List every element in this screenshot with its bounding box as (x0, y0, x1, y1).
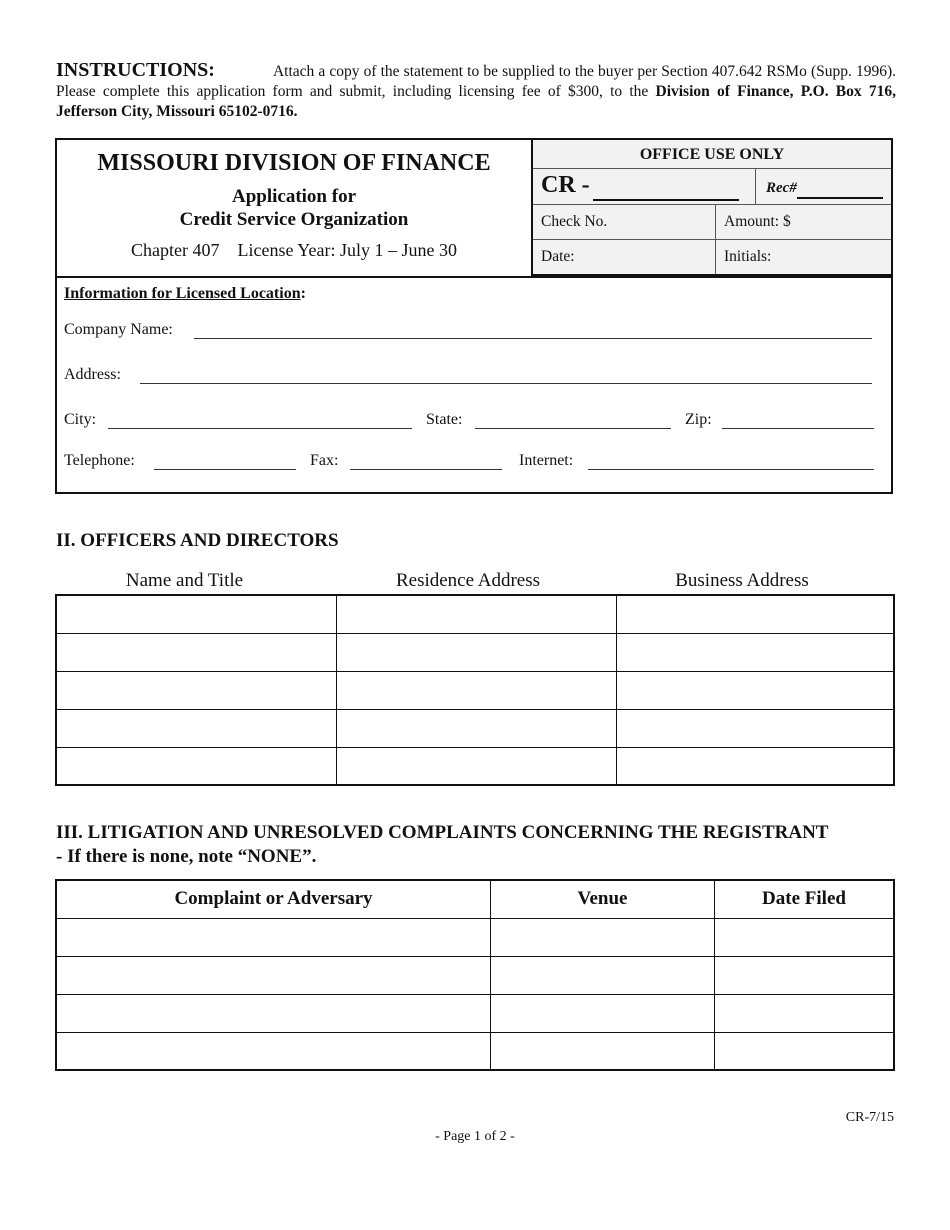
application-subtitle: Application for (231, 186, 357, 207)
officer-residence-cell[interactable] (337, 709, 617, 747)
city-input[interactable] (108, 428, 412, 429)
form-code: CR-7/15 (845, 1110, 894, 1125)
office-use-title: OFFICE USE ONLY (533, 140, 891, 169)
venue-cell[interactable] (491, 994, 715, 1032)
internet-label: Internet: (519, 452, 574, 469)
complaint-cell[interactable] (56, 956, 491, 994)
address-label: Address: (64, 366, 121, 383)
officers-col-business: Business Address (675, 570, 809, 591)
amount-field[interactable]: Amount: $ (715, 205, 891, 239)
officer-business-cell[interactable] (617, 595, 895, 633)
office-use-only-box (531, 140, 891, 276)
fax-label: Fax: (310, 452, 339, 469)
officers-heading: II. OFFICERS AND DIRECTORS (56, 530, 339, 551)
officer-residence-cell[interactable] (337, 747, 617, 785)
state-input[interactable] (475, 428, 671, 429)
table-row (56, 918, 894, 956)
telephone-input[interactable] (154, 469, 296, 470)
office-check-row (533, 205, 891, 240)
table-header-row (56, 880, 894, 918)
city-label: City: (64, 411, 97, 428)
venue-cell[interactable] (491, 918, 715, 956)
zip-label: Zip: (685, 411, 712, 428)
officers-col-residence: Residence Address (395, 570, 541, 591)
litigation-subheading: - If there is none, note “NONE”. (56, 846, 317, 867)
officer-residence-cell[interactable] (337, 633, 617, 671)
telephone-label: Telephone: (64, 452, 135, 469)
rec-number-field[interactable] (797, 197, 883, 199)
officers-table (55, 594, 895, 786)
litigation-col-complaint: Complaint or Adversary (56, 880, 491, 918)
application-header-box (55, 138, 893, 494)
instructions-address: Division of Finance, P.O. Box 716, Jefferson City, Missouri 65102-0716. (56, 83, 896, 120)
company-name-label: Company Name: (64, 321, 173, 338)
officer-name-cell[interactable] (56, 595, 337, 633)
location-title-colon: : (300, 285, 306, 302)
officer-name-cell[interactable] (56, 671, 337, 709)
cr-number-field[interactable] (593, 199, 739, 201)
initials-field[interactable]: Initials: (715, 240, 891, 274)
page-number: - Page 1 of 2 - (435, 1129, 515, 1144)
litigation-heading: III. LITIGATION AND UNRESOLVED COMPLAINTS CONCERNING THE REGISTRANT (56, 822, 829, 843)
check-no-field[interactable]: Check No. (541, 213, 608, 230)
instructions-paragraph (56, 60, 896, 122)
header-title-block (57, 140, 531, 276)
officer-residence-cell[interactable] (337, 671, 617, 709)
table-row (56, 633, 894, 671)
complaint-cell[interactable] (56, 1032, 491, 1070)
officer-name-cell[interactable] (56, 747, 337, 785)
office-date-row (533, 240, 891, 274)
office-cr-row (533, 169, 891, 205)
officer-residence-cell[interactable] (337, 595, 617, 633)
complaint-cell[interactable] (56, 994, 491, 1032)
section-divider (57, 276, 891, 278)
address-input[interactable] (140, 383, 872, 384)
internet-input[interactable] (588, 469, 874, 470)
state-label: State: (426, 411, 463, 428)
application-type: Credit Service Organization (179, 209, 409, 230)
cr-label: CR - (541, 172, 590, 198)
table-row (56, 994, 894, 1032)
rec-label: Rec# (755, 169, 894, 204)
date-field[interactable]: Date: (541, 248, 575, 265)
venue-cell[interactable] (491, 1032, 715, 1070)
table-row (56, 595, 894, 633)
officer-business-cell[interactable] (617, 747, 895, 785)
officer-business-cell[interactable] (617, 633, 895, 671)
table-row (56, 956, 894, 994)
date-filed-cell[interactable] (715, 918, 895, 956)
officer-business-cell[interactable] (617, 709, 895, 747)
date-filed-cell[interactable] (715, 994, 895, 1032)
fax-input[interactable] (350, 469, 502, 470)
chapter-license-year: Chapter 407 License Year: July 1 – June 30 (131, 240, 457, 260)
litigation-table (55, 879, 895, 1071)
location-title-text: Information for Licensed Location (64, 285, 301, 302)
zip-input[interactable] (722, 428, 874, 429)
table-row (56, 709, 894, 747)
officers-col-name: Name and Title (125, 570, 244, 591)
location-section-title (64, 285, 306, 303)
officer-name-cell[interactable] (56, 709, 337, 747)
instructions-text: Attach a copy of the statement to be supplied to the buyer per Section 407.642 RSMo (Supp. 1996). Please complete this application form and submit, including licensing fee of $300, to the (56, 63, 896, 100)
table-row (56, 1032, 894, 1070)
date-filed-cell[interactable] (715, 1032, 895, 1070)
officer-business-cell[interactable] (617, 671, 895, 709)
date-filed-cell[interactable] (715, 956, 895, 994)
table-row (56, 671, 894, 709)
instructions-lead: INSTRUCTIONS: (56, 59, 215, 81)
litigation-col-date: Date Filed (715, 880, 895, 918)
table-row (56, 747, 894, 785)
venue-cell[interactable] (491, 956, 715, 994)
litigation-col-venue: Venue (491, 880, 715, 918)
agency-title: MISSOURI DIVISION OF FINANCE (97, 150, 491, 176)
company-name-input[interactable] (194, 338, 872, 339)
complaint-cell[interactable] (56, 918, 491, 956)
officer-name-cell[interactable] (56, 633, 337, 671)
